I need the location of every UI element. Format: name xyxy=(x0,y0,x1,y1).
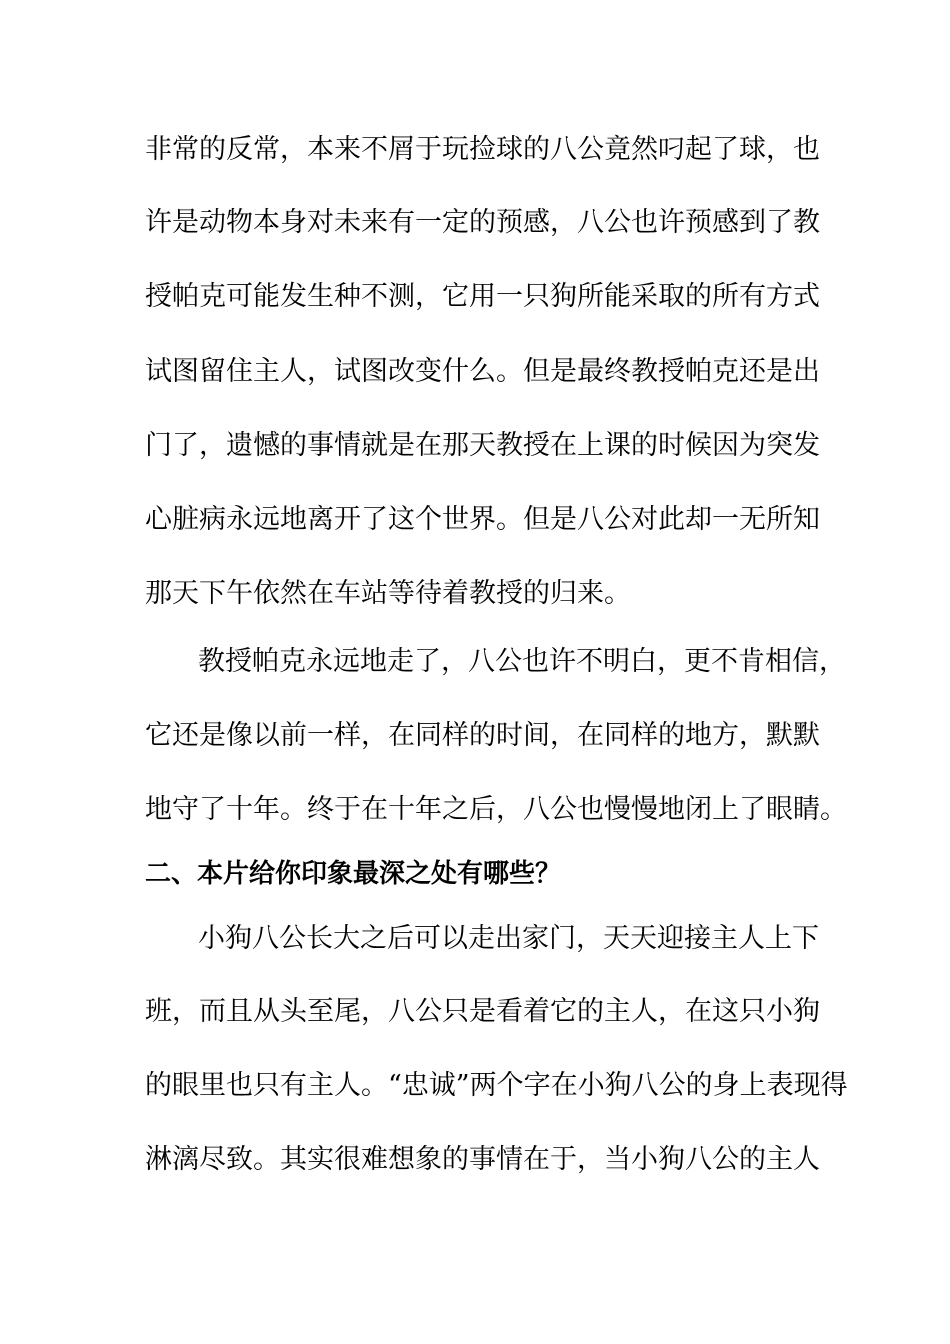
paragraph-line: 班，而且从头至尾，八公只是看着它的主人，在这只小狗 xyxy=(145,996,820,1027)
paragraph-line: 淋漓尽致。其实很难想象的事情在于，当小狗八公的主人 xyxy=(145,1144,820,1175)
paragraph-line: 它还是像以前一样，在同样的时间，在同样的地方，默默 xyxy=(145,720,820,751)
paragraph-line: 的眼里也只有主人。“忠诚”两个字在小狗八公的身上表现得 xyxy=(145,1070,848,1101)
paragraph-line: 许是动物本身对未来有一定的预感，八公也许预感到了教 xyxy=(145,207,820,238)
paragraph-line: 授帕克可能发生种不测，它用一只狗所能采取的所有方式 xyxy=(145,281,820,312)
paragraph-line: 非常的反常，本来不屑于玩捡球的八公竟然叼起了球，也 xyxy=(145,134,820,165)
paragraph-line: 心脏病永远地离开了这个世界。但是八公对此却一无所知 xyxy=(145,504,820,535)
paragraph-line: 教授帕克永远地走了，八公也许不明白，更不肯相信， xyxy=(198,646,846,677)
paragraph-line: 门了，遗憾的事情就是在那天教授在上课的时候因为突发 xyxy=(145,430,820,461)
paragraph-line: 小狗八公长大之后可以走出家门，天天迎接主人上下 xyxy=(198,923,819,954)
paragraph-line: 地守了十年。终于在十年之后，八公也慢慢地闭上了眼睛。 xyxy=(145,794,847,825)
paragraph-line: 试图留住主人，试图改变什么。但是最终教授帕克还是出 xyxy=(145,356,820,387)
paragraph-line: 那天下午依然在车站等待着教授的归来。 xyxy=(145,578,631,609)
section-heading: 二、本片给你印象最深之处有哪些？ xyxy=(145,859,562,889)
